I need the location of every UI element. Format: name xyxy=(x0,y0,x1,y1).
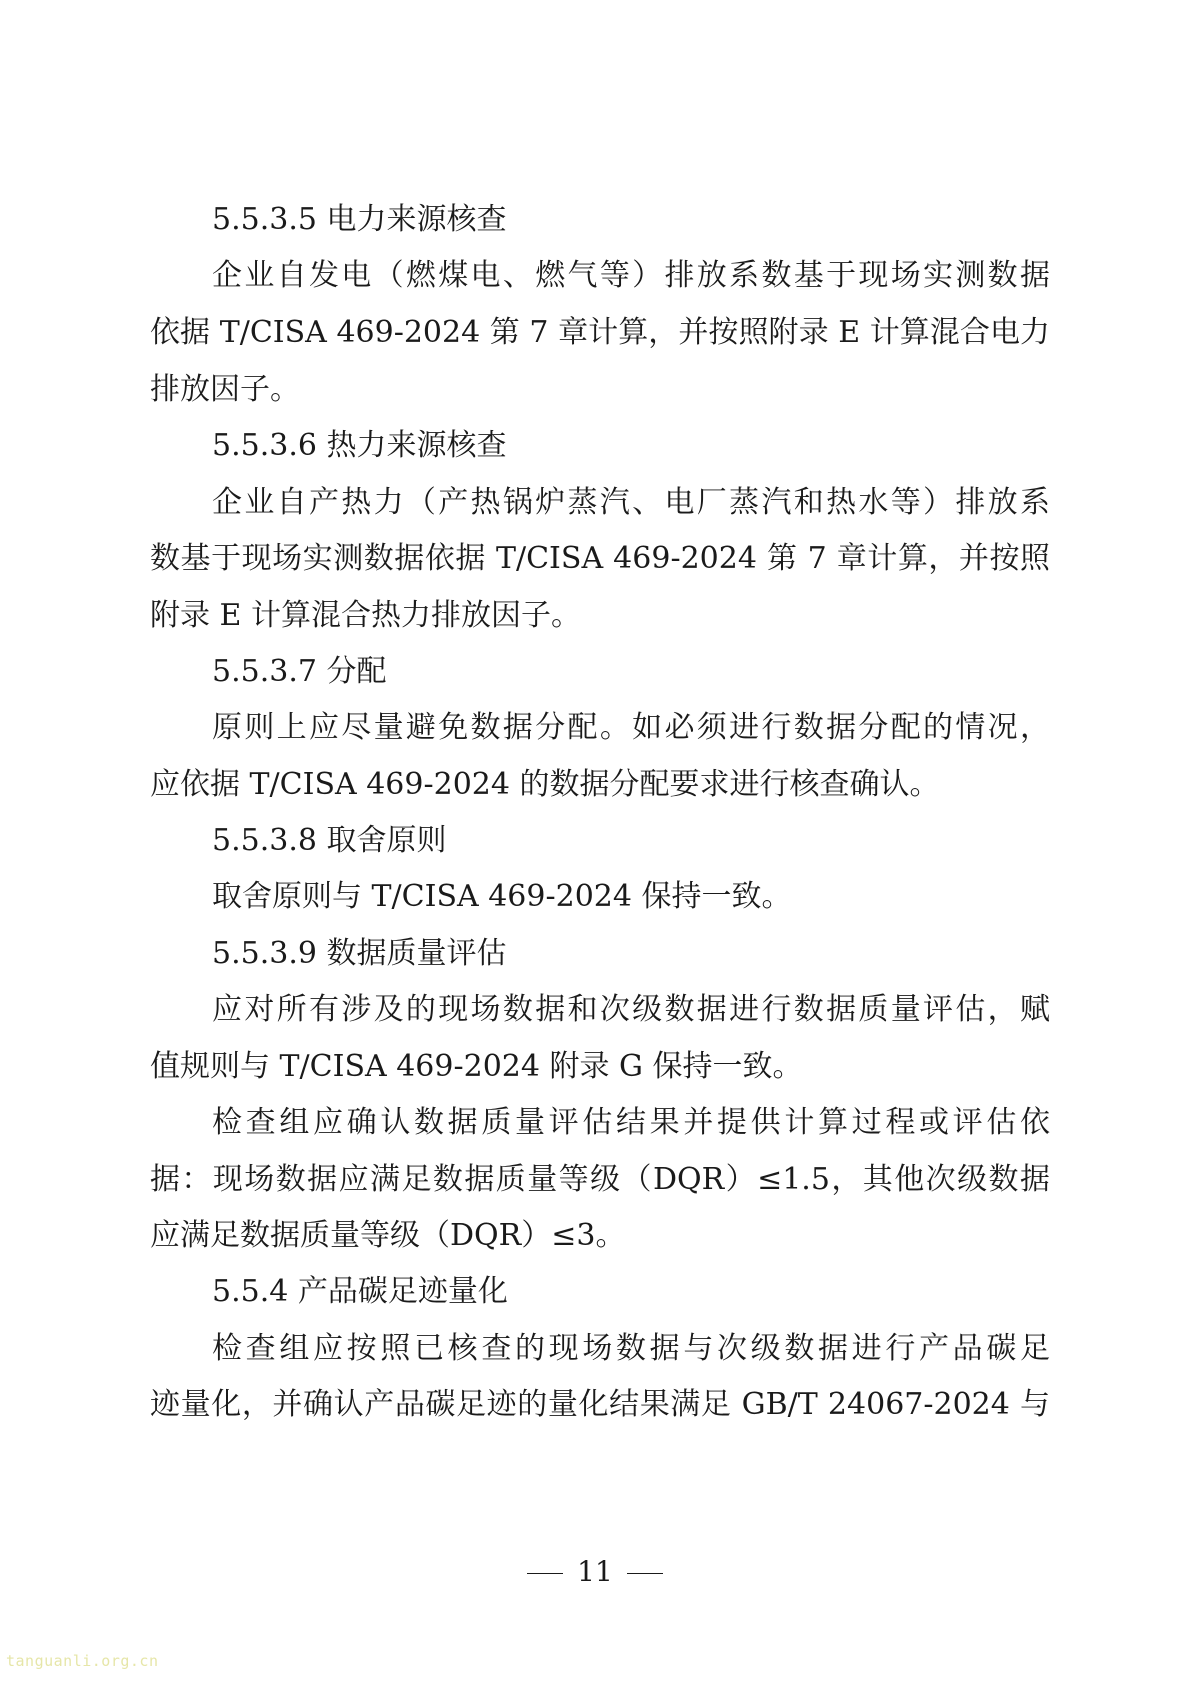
paragraph-line: 原则上应尽量避免数据分配。如必须进行数据分配的情况， xyxy=(212,710,1050,745)
heading-5-5-3-9: 5.5.3.9 数据质量评估 xyxy=(212,936,507,971)
heading-5-5-3-6: 5.5.3.6 热力来源核查 xyxy=(212,428,507,463)
paragraph-line: 值规则与 T/CISA 469-2024 附录 G 保持一致。 xyxy=(150,1049,803,1084)
paragraph-line: 排放因子。 xyxy=(150,372,300,407)
paragraph-line: 取舍原则与 T/CISA 469-2024 保持一致。 xyxy=(212,879,792,914)
paragraph-line: 数基于现场实测数据依据 T/CISA 469-2024 第 7 章计算，并按照 xyxy=(150,541,1050,576)
footer-dash-right xyxy=(627,1573,663,1574)
paragraph-line: 检查组应按照已核查的现场数据与次级数据进行产品碳足 xyxy=(212,1331,1050,1366)
paragraph-line: 检查组应确认数据质量评估结果并提供计算过程或评估依 xyxy=(212,1105,1050,1140)
paragraph-line: 附录 E 计算混合热力排放因子。 xyxy=(150,598,581,633)
watermark-text: tanguanli.org.cn xyxy=(6,1652,159,1670)
paragraph-line: 企业自发电（燃煤电、燃气等）排放系数基于现场实测数据 xyxy=(212,258,1050,293)
paragraph-line: 应对所有涉及的现场数据和次级数据进行数据质量评估，赋 xyxy=(212,992,1050,1027)
heading-5-5-3-7: 5.5.3.7 分配 xyxy=(212,654,387,689)
page-number: 11 xyxy=(577,1555,613,1588)
paragraph-line: 应满足数据质量等级（DQR）≤3。 xyxy=(150,1218,626,1253)
heading-5-5-3-5: 5.5.3.5 电力来源核查 xyxy=(212,202,507,237)
paragraph-line: 应依据 T/CISA 469-2024 的数据分配要求进行核查确认。 xyxy=(150,767,940,802)
paragraph-line: 据：现场数据应满足数据质量等级（DQR）≤1.5，其他次级数据 xyxy=(150,1162,1050,1197)
paragraph-line: 企业自产热力（产热锅炉蒸汽、电厂蒸汽和热水等）排放系 xyxy=(212,485,1050,520)
heading-5-5-4: 5.5.4 产品碳足迹量化 xyxy=(212,1274,508,1309)
paragraph-line: 迹量化，并确认产品碳足迹的量化结果满足 GB/T 24067-2024 与 xyxy=(150,1387,1050,1422)
page-footer xyxy=(0,1554,1190,1590)
paragraph-line: 依据 T/CISA 469-2024 第 7 章计算，并按照附录 E 计算混合电力 xyxy=(150,315,1050,350)
heading-5-5-3-8: 5.5.3.8 取舍原则 xyxy=(212,823,447,858)
footer-dash-left xyxy=(527,1573,563,1574)
